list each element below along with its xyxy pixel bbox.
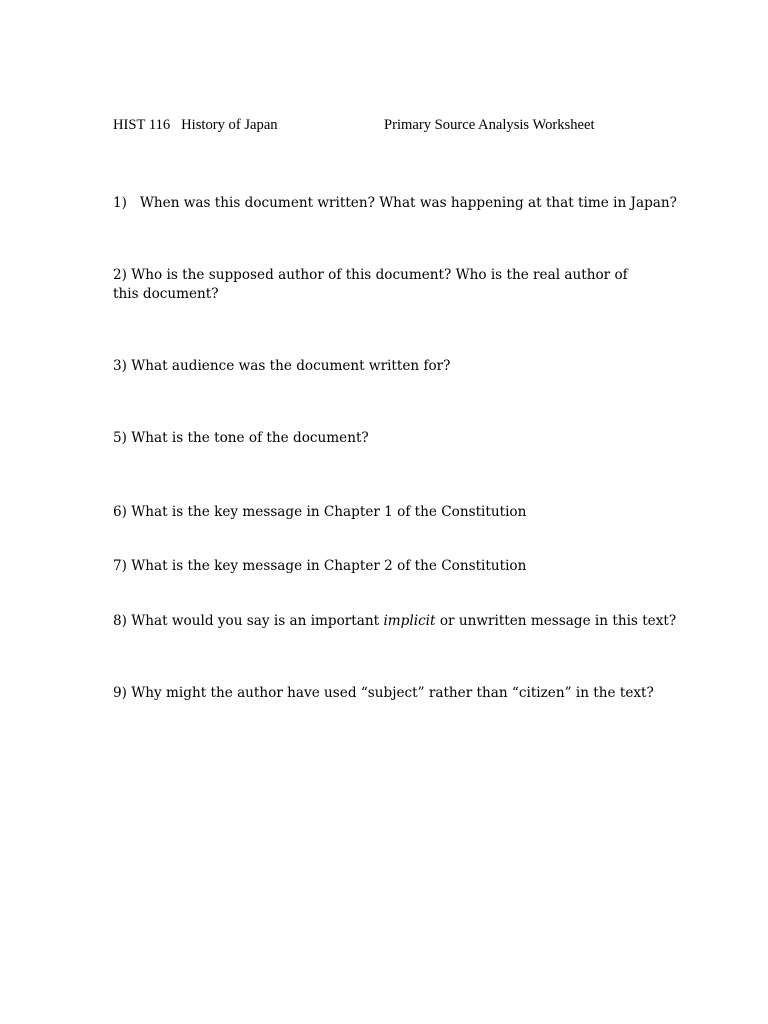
question-3: [113, 357, 450, 376]
question-6: [113, 503, 526, 522]
question-number: 9): [113, 685, 127, 701]
question-number: 3): [113, 358, 127, 374]
worksheet-title: Primary Source Analysis Worksheet: [384, 117, 595, 133]
question-text: Why might the author have used “subject” rather than “citizen” in the text?: [131, 685, 654, 701]
question-text-after: or unwritten message in this text?: [439, 613, 677, 629]
question-2: [113, 266, 653, 304]
question-text: What audience was the document written for?: [131, 358, 451, 374]
question-number: 1): [113, 195, 127, 211]
question-number: 7): [113, 558, 127, 574]
question-number: 8): [113, 613, 127, 629]
question-text-italic: implicit: [383, 613, 436, 629]
question-number: 2): [113, 267, 127, 283]
question-text: Who is the supposed author of this document? Who is the real author of this document?: [113, 267, 628, 302]
question-number: 5): [113, 430, 127, 446]
question-8: [113, 612, 676, 631]
question-number: 6): [113, 504, 127, 520]
question-text-before: What would you say is an important: [131, 613, 380, 629]
question-7: [113, 557, 526, 576]
course-code: HIST 116: [113, 117, 171, 133]
question-text: What is the key message in Chapter 1 of the Constitution: [131, 504, 527, 520]
question-1: [113, 194, 677, 213]
header-left: [113, 116, 278, 135]
question-9: [113, 684, 654, 703]
question-5: [113, 429, 369, 448]
question-text: What is the tone of the document?: [131, 430, 369, 446]
question-text: What is the key message in Chapter 2 of the Constitution: [131, 558, 527, 574]
course-title: History of Japan: [181, 117, 278, 133]
question-text: When was this document written? What was happening at that time in Japan?: [139, 195, 677, 211]
